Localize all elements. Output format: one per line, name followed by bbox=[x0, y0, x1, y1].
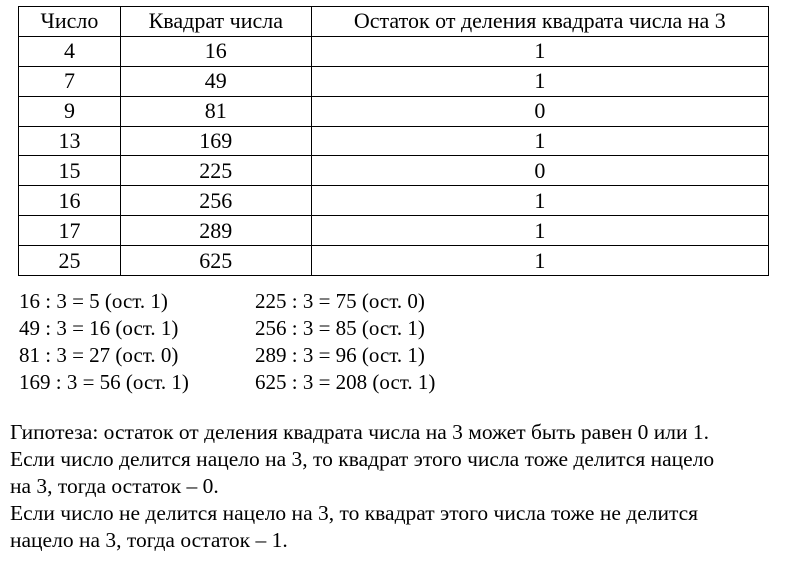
cell-square: 81 bbox=[120, 96, 311, 126]
cell-square: 169 bbox=[120, 126, 311, 156]
header-square: Квадрат числа bbox=[120, 7, 311, 37]
header-number: Число bbox=[19, 7, 121, 37]
cell-square: 625 bbox=[120, 246, 311, 276]
division-line: 169 : 3 = 56 (ост. 1) bbox=[19, 370, 189, 394]
division-column-right bbox=[255, 288, 435, 396]
cell-square: 225 bbox=[120, 156, 311, 186]
table-row bbox=[19, 126, 769, 156]
hypothesis-statement: Гипотеза: остаток от деления квадрата числа на 3 может быть равен 0 или 1. bbox=[10, 420, 710, 444]
table-row bbox=[19, 96, 769, 126]
cell-number: 9 bbox=[19, 96, 121, 126]
cell-remainder: 1 bbox=[311, 216, 768, 246]
cell-number: 7 bbox=[19, 66, 121, 96]
table-row bbox=[19, 156, 769, 186]
division-line: 16 : 3 = 5 (ост. 1) bbox=[19, 289, 168, 313]
division-line: 225 : 3 = 75 (ост. 0) bbox=[255, 289, 425, 313]
cell-remainder: 1 bbox=[311, 186, 768, 216]
division-line: 256 : 3 = 85 (ост. 1) bbox=[255, 316, 425, 340]
cell-square: 289 bbox=[120, 216, 311, 246]
division-line: 289 : 3 = 96 (ост. 1) bbox=[255, 343, 425, 367]
cell-number: 16 bbox=[19, 186, 121, 216]
table-row bbox=[19, 216, 769, 246]
division-line: 49 : 3 = 16 (ост. 1) bbox=[19, 316, 179, 340]
cell-remainder: 1 bbox=[311, 126, 768, 156]
cell-square: 16 bbox=[120, 36, 311, 66]
cell-remainder: 1 bbox=[311, 66, 768, 96]
cell-remainder: 1 bbox=[311, 246, 768, 276]
table-row bbox=[19, 246, 769, 276]
cell-number: 4 bbox=[19, 36, 121, 66]
non-divisible-case: Если число не делится нацело на 3, то квадрат этого числа тоже не делится нацело на 3, тогда остаток – 1. bbox=[10, 501, 699, 552]
squares-table bbox=[18, 6, 769, 276]
cell-number: 15 bbox=[19, 156, 121, 186]
table-row bbox=[19, 186, 769, 216]
cell-remainder: 0 bbox=[311, 96, 768, 126]
division-line: 81 : 3 = 27 (ост. 0) bbox=[19, 343, 179, 367]
cell-square: 49 bbox=[120, 66, 311, 96]
division-line: 625 : 3 = 208 (ост. 1) bbox=[255, 370, 436, 394]
cell-number: 17 bbox=[19, 216, 121, 246]
division-column-left bbox=[19, 288, 189, 396]
cell-number: 25 bbox=[19, 246, 121, 276]
table-row bbox=[19, 66, 769, 96]
table-header-row bbox=[19, 7, 769, 37]
cell-number: 13 bbox=[19, 126, 121, 156]
cell-remainder: 1 bbox=[311, 36, 768, 66]
cell-square: 256 bbox=[120, 186, 311, 216]
cell-remainder: 0 bbox=[311, 156, 768, 186]
divisible-case: Если число делится нацело на 3, то квадрат этого числа тоже делится нацело на 3, тогда остаток – 0. bbox=[10, 447, 715, 498]
table-row bbox=[19, 36, 769, 66]
header-remainder: Остаток от деления квадрата числа на 3 bbox=[311, 7, 768, 37]
hypothesis-text bbox=[10, 419, 785, 554]
